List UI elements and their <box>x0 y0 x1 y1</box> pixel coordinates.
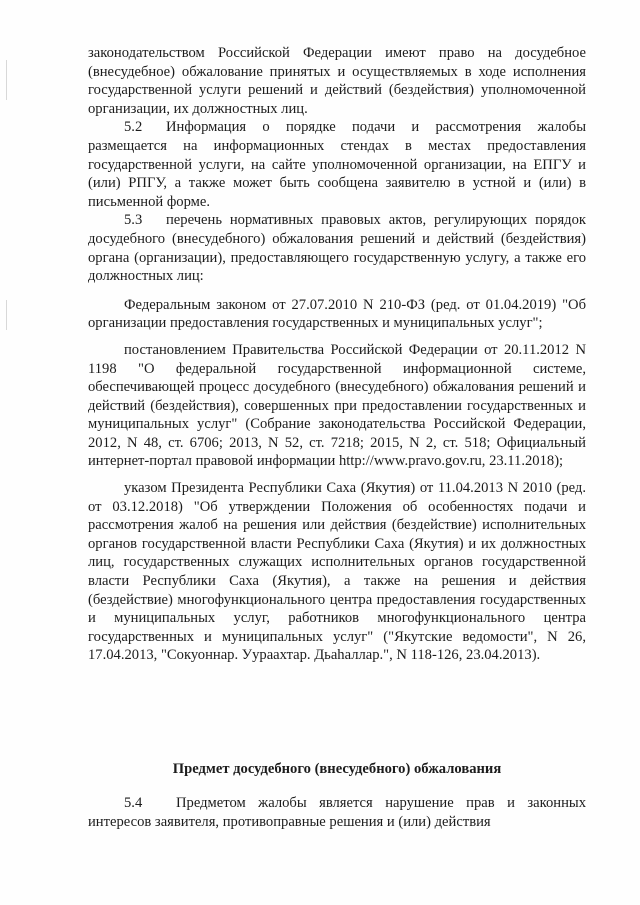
act-presidential-decree: указом Президента Республики Саха (Якутия) от 11.04.2013 N 2010 (ред. от 03.12.2018) "Об утверждении Положения об особенностях подачи и рассмотрения жалоб на решения или действия (бездействие) исполнительных органов государственной власти Республики Саха (Якутия) и их должностных лиц, государственных служащих исполнительных органов государственной власти Республики Саха (Якутия), а также на решения и действия (бездействие) многофункционального центра предоставления государственных и муниципальных услуг, работников многофункционального центра государственных и муниципальных услуг" ("Якутские ведомости", N 26, 17.04.2013, "Сокуоннар. Уураахтар. Дьаhаллар.", N 118-126, 23.04.2013). <box>88 480 586 664</box>
paragraph-text: перечень нормативных правовых актов, регулирующих порядок досудебного (внесудебного) обжалования решений и действий (бездействия) органа (организации), предоставляющего государственную услугу, а также его должностных лиц: <box>88 212 586 285</box>
act-government-decree: постановлением Правительства Российской Федерации от 20.11.2012 N 1198 "О федеральной государственной информационной системе, обеспечивающей процесс досудебного (внесудебного) обжалования решений и действий (бездействия), совершенных при предоставлении государственных и муниципальных услуг" (Собрание законодательства Российской Федерации, 2012, N 48, ст. 6706; 2013, N 52, ст. 7218; 2015, N 2, ст. 518; Официальный интернет-портал правовой информации http://www.pravo.gov.ru, 23.11.2018); <box>88 341 586 470</box>
intro-paragraph: законодательством Российской Федерации имеют право на досудебное (внесудебное) обжалование принятых и осуществляемых в ходе исполнения государственной услуги решений и действий (бездействия) уполномоченной организации, их должностных лиц. <box>88 45 586 117</box>
scan-margin-mark <box>6 60 7 100</box>
scan-margin-mark <box>6 300 7 330</box>
paragraph-5-3 <box>88 211 586 285</box>
paragraph-5-4 <box>88 794 586 831</box>
paragraph-text: Информация о порядке подачи и рассмотрения жалобы размещается на информационных стендах в местах предоставления государственной услуги, на сайте уполномоченной организации, на ЕПГУ и (или) РПГУ, а также может быть сообщена заявителю в устной и (или) в письменной форме. <box>88 119 586 210</box>
paragraph-number: 5.3 <box>124 212 143 229</box>
section-heading: Предмет досудебного (внесудебного) обжалования <box>172 761 502 777</box>
paragraph-5-2 <box>88 118 586 211</box>
body-text-block <box>88 44 586 665</box>
act-federal-law: Федеральным законом от 27.07.2010 N 210-ФЗ (ред. от 01.04.2019) "Об организации предоставления государственных и муниципальных услуг"; <box>88 296 586 332</box>
paragraph-number: 5.4 <box>124 795 143 811</box>
paragraph-number: 5.2 <box>124 119 143 136</box>
body-text-block-bottom <box>88 794 586 831</box>
paragraph-text: Предметом жалобы является нарушение прав и законных интересов заявителя, противоправные решения и (или) действия <box>88 795 586 830</box>
